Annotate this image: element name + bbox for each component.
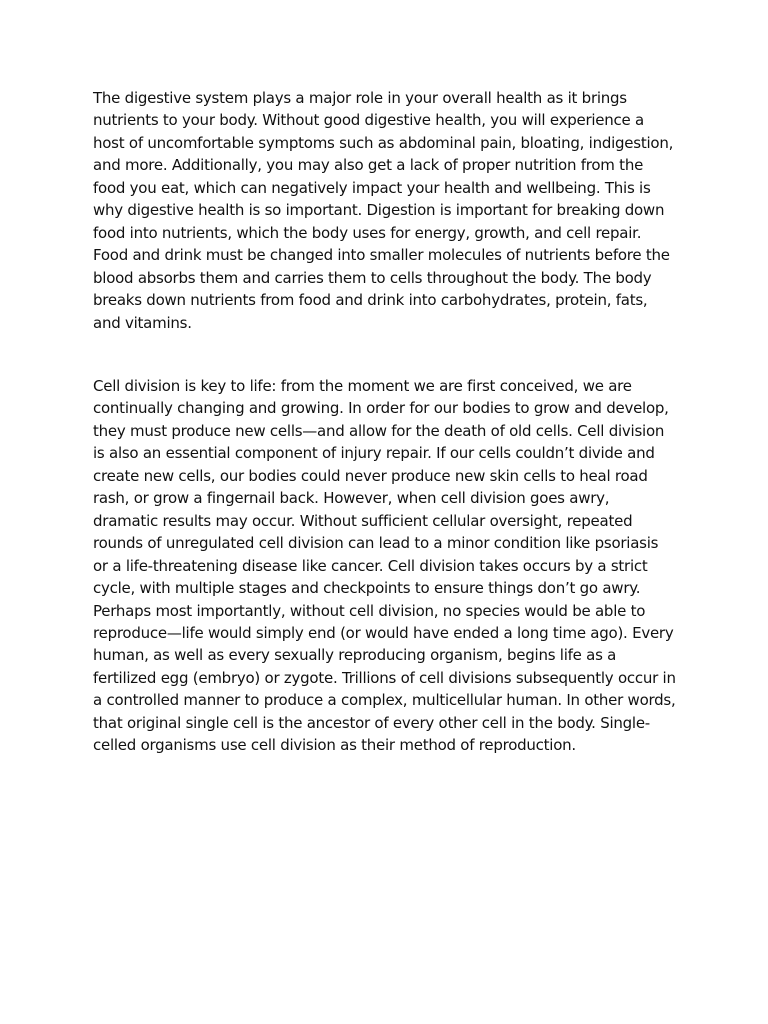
paragraph-cell-division: Cell division is key to life: from the moment we are first conceived, we are continually changing and growing. In order for our bodies to grow and develop, they must produce new cells—and allow for the death of old cells. Cell division is also an essential component of injury repair. If our cells couldn’t divide and create new cells, our bodies could never produce new skin cells to heal road rash, or grow a fingernail back. However, when cell division goes awry, dramatic results may occur. Without sufficient cellular oversight, repeated rounds of unregulated cell division can lead to a minor condition like psoriasis or a life-threatening disease like cancer. Cell division takes occurs by a strict cycle, with multiple stages and checkpoints to ensure things don’t go awry. Perhaps most importantly, without cell division, no species would be able to reproduce—life would simply end (or would have ended a long time ago). Every human, as well as every sexually reproducing organism, begins life as a fertilized egg (embryo) or zygote. Trillions of cell divisions subsequently occur in a controlled manner to produce a complex, multicellular human. In other words, that original single cell is the ancestor of every other cell in the body. Single-celled organisms use cell division as their method of reproduction.: [93, 377, 676, 755]
paragraph-digestive-system: The digestive system plays a major role in your overall health as it brings nutrients to your body. Without good digestive health, you will experience a host of uncomfortable symptoms such as abdominal pain, bloating, indigestion, and more. Additionally, you may also get a lack of proper nutrition from the food you eat, which can negatively impact your health and wellbeing. This is why digestive health is so important. Digestion is important for breaking down food into nutrients, which the body uses for energy, growth, and cell repair. Food and drink must be changed into smaller molecules of nutrients before the blood absorbs them and carries them to cells throughout the body. The body breaks down nutrients from food and drink into carbohydrates, protein, fats, and vitamins.: [93, 89, 674, 332]
